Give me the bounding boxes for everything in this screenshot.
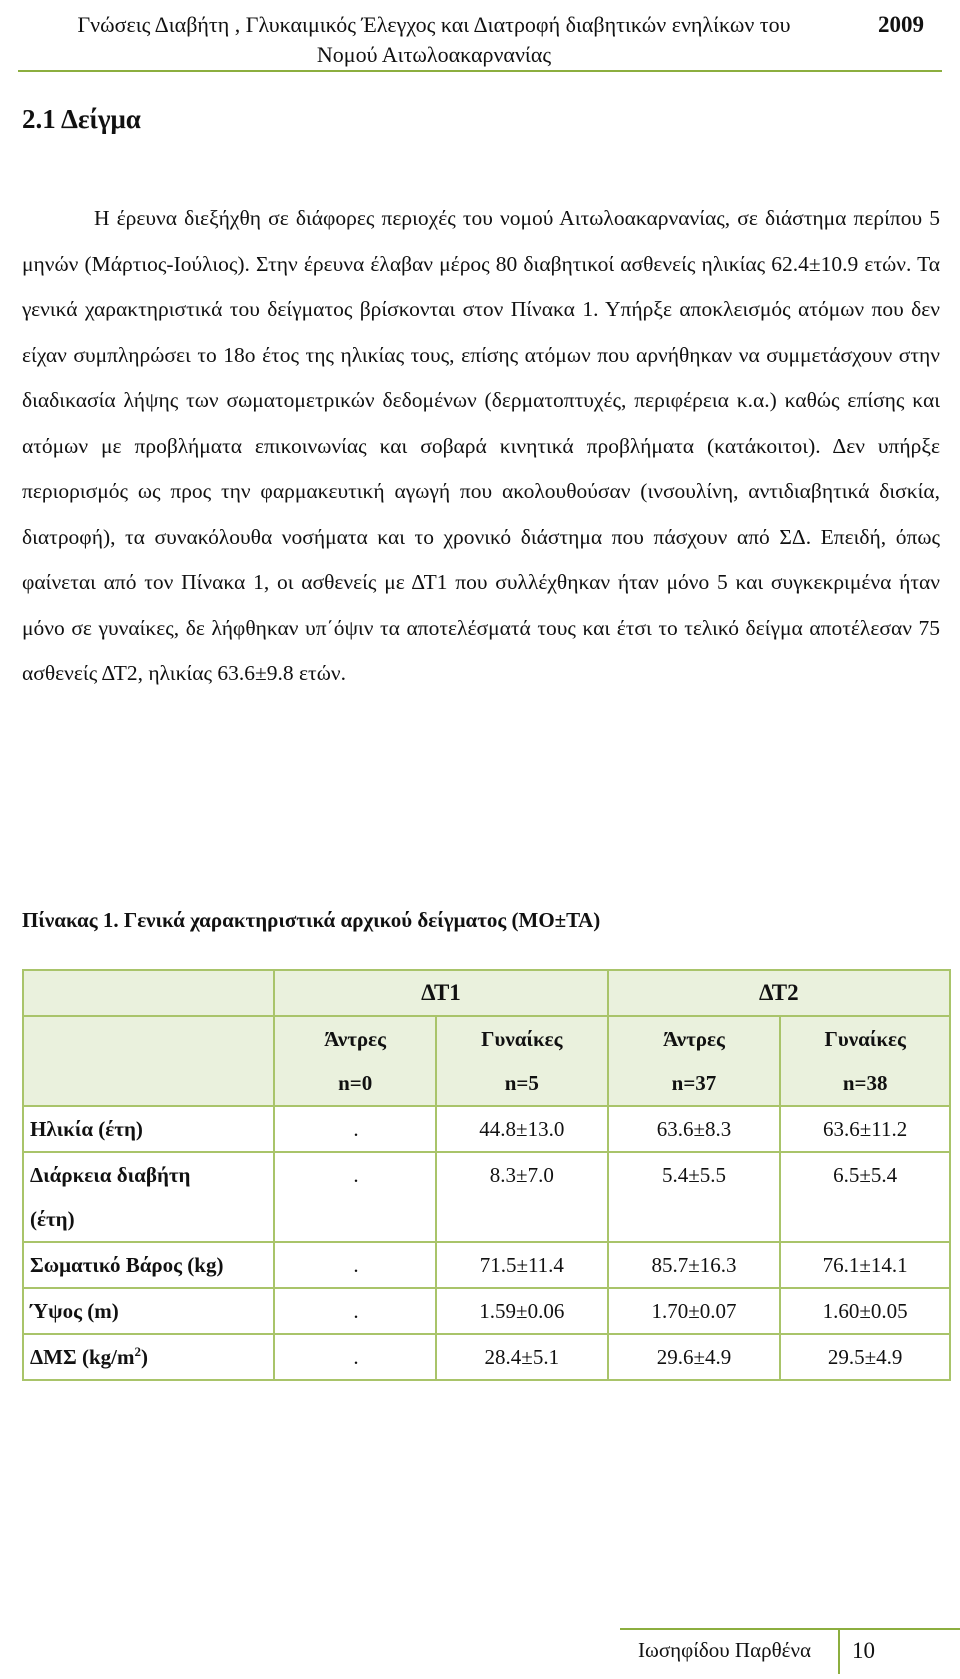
row-label bbox=[23, 1334, 274, 1380]
table-cell: . bbox=[274, 1242, 436, 1288]
header-year: 2009 bbox=[878, 12, 924, 37]
table-cell: 5.4±5.5 bbox=[608, 1152, 781, 1242]
row-label: Ύψος (m) bbox=[23, 1288, 274, 1334]
table-column-header-row bbox=[23, 1016, 950, 1106]
footer-author: Ιωσηφίδου Παρθένα bbox=[638, 1638, 811, 1662]
row-label-line1: Διάρκεια διαβήτη bbox=[30, 1163, 191, 1187]
table-cell: 63.6±11.2 bbox=[780, 1106, 950, 1152]
table-cell: . bbox=[274, 1334, 436, 1380]
page-number: 10 bbox=[852, 1638, 875, 1663]
table-corner-cell bbox=[23, 970, 274, 1016]
row-label bbox=[23, 1152, 274, 1242]
header-title bbox=[24, 10, 844, 70]
row-label-line2: (έτη) bbox=[30, 1207, 75, 1231]
table-row bbox=[23, 1106, 950, 1152]
column-header-n: n=5 bbox=[504, 1071, 539, 1095]
column-header-n: n=37 bbox=[671, 1071, 717, 1095]
header-title-line2: Νομού Αιτωλοακαρνανίας bbox=[316, 42, 552, 67]
table-cell: 29.6±4.9 bbox=[608, 1334, 781, 1380]
column-header-label: Γυναίκες bbox=[824, 1027, 906, 1051]
column-header-label: Άντρες bbox=[663, 1027, 725, 1051]
group-header-dt1: ΔΤ1 bbox=[274, 970, 607, 1016]
row-label: Ηλικία (έτη) bbox=[23, 1106, 274, 1152]
characteristics-table bbox=[22, 969, 951, 1381]
column-header bbox=[608, 1016, 781, 1106]
footer-divider bbox=[838, 1630, 840, 1674]
table-row bbox=[23, 1334, 950, 1380]
table-cell: . bbox=[274, 1288, 436, 1334]
table-cell: 76.1±14.1 bbox=[780, 1242, 950, 1288]
table-cell: . bbox=[274, 1152, 436, 1242]
body-paragraph: Η έρευνα διεξήχθη σε διάφορες περιοχές του νομού Αιτωλοακαρνανίας, σε διάστημα περίπου 5 μηνών (Μάρτιος-Ιούλιος). Στην έρευνα έλαβαν μέρος 80 διαβητικοί ασθενείς ηλικίας 62.4±10.9 ετών. Τα γενικά χαρακτηριστικά του δείγματος βρίσκονται στον Πίνακα 1. Υπήρξε αποκλεισμός ατόμων που δεν είχαν συμπληρώσει το 18ο έτος της ηλικίας τους, επίσης ατόμων που αρνήθηκαν να συμμετάσχουν στην διαδικασία λήψης των σωματομετρικών δεδομένων (δερματοπτυχές, περιφέρεια κ.α.) καθώς επίσης και ατόμων με προβλήματα επικοινωνίας και σοβαρά κινητικά προβλήματα (κατάκοιτοι). Δεν υπήρξε περιορισμός ως προς την φαρμακευτική αγωγή που ακολουθούσαν (ινσουλίνη, αντιδιαβητικά δισκία, διατροφή), τα συνακόλουθα νοσήματα και το χρονικό διάστημα που πάσχουν από ΣΔ. Επειδή, όπως φαίνεται από τον Πίνακα 1, οι ασθενείς με ΔΤ1 που συλλέχθηκαν ήταν μόνο 5 και συγκεκριμένα ήταν μόνο σε γυναίκες, δε λήφθηκαν υπ΄όψιν τα αποτελέσματά τους και έτσι το τελικό δείγμα αποτέλεσαν 75 ασθενείς ΔΤ2, ηλικίας 63.6±9.8 ετών. bbox=[22, 206, 940, 685]
column-header-label: Γυναίκες bbox=[481, 1027, 563, 1051]
header-title-line1: Γνώσεις Διαβήτη , Γλυκαιμικός Έλεγχος και Διατροφή διαβητικών ενηλίκων του bbox=[77, 12, 791, 37]
column-header-label: Άντρες bbox=[324, 1027, 387, 1051]
column-header bbox=[780, 1016, 950, 1106]
page-footer bbox=[620, 1628, 960, 1674]
group-header-dt2: ΔΤ2 bbox=[608, 970, 950, 1016]
table-cell: . bbox=[274, 1106, 436, 1152]
table-cell: 63.6±8.3 bbox=[608, 1106, 781, 1152]
row-label-text: ΔΜΣ (kg/m bbox=[30, 1345, 135, 1369]
table-row bbox=[23, 1288, 950, 1334]
row-label-superscript: 2 bbox=[134, 1344, 141, 1359]
table-cell: 1.60±0.05 bbox=[780, 1288, 950, 1334]
table-cell: 6.5±5.4 bbox=[780, 1152, 950, 1242]
table-cell: 29.5±4.9 bbox=[780, 1334, 950, 1380]
table-cell: 1.59±0.06 bbox=[436, 1288, 608, 1334]
table-row bbox=[23, 1152, 950, 1242]
page-header bbox=[18, 8, 942, 72]
table-cell: 8.3±7.0 bbox=[436, 1152, 608, 1242]
table-cell: 1.70±0.07 bbox=[608, 1288, 781, 1334]
table-cell: 71.5±11.4 bbox=[436, 1242, 608, 1288]
row-label-tail: ) bbox=[140, 1345, 148, 1369]
table-caption: Πίνακας 1. Γενικά χαρακτηριστικά αρχικού δείγματος (ΜΟ±ΤΑ) bbox=[22, 908, 601, 932]
column-header bbox=[436, 1016, 608, 1106]
table-row bbox=[23, 1242, 950, 1288]
table-cell: 44.8±13.0 bbox=[436, 1106, 608, 1152]
section-heading: 2.1 Δείγμα bbox=[22, 104, 141, 134]
table-cell: 85.7±16.3 bbox=[608, 1242, 781, 1288]
column-header-n: n=38 bbox=[842, 1071, 888, 1095]
table-corner-cell-2 bbox=[23, 1016, 274, 1106]
table-cell: 28.4±5.1 bbox=[436, 1334, 608, 1380]
column-header-n: n=0 bbox=[338, 1071, 373, 1095]
column-header bbox=[274, 1016, 436, 1106]
table-group-header-row bbox=[23, 970, 950, 1016]
row-label: Σωματικό Βάρος (kg) bbox=[23, 1242, 274, 1288]
